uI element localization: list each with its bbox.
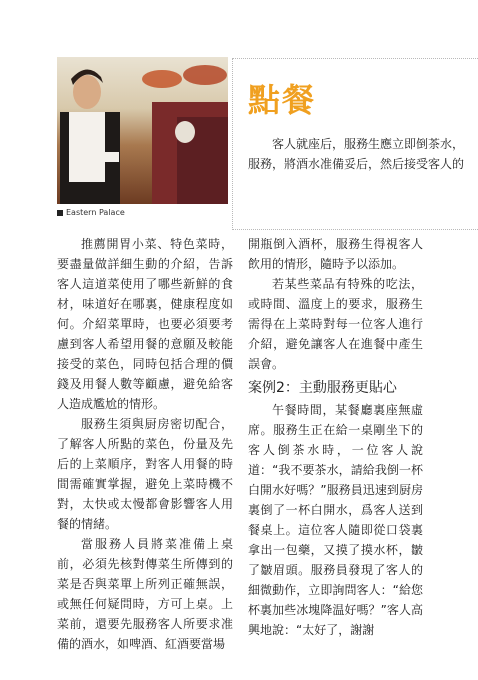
stained-glass-lamp-left: [142, 70, 182, 88]
waiter-face: [73, 75, 101, 109]
waiter-shirt: [69, 112, 105, 182]
page-title: 點餐: [248, 81, 317, 119]
case-heading: 案例2：主動服務更貼心: [248, 380, 397, 396]
dotted-frame-left: [232, 58, 233, 230]
left-paragraph-2: 服務生須與厨房密切配合，了解客人所點的菜色，份量及先后的上菜順序，對客人用餐的時間需確實掌握，避免上菜時機不對，太快或太慢都會影響客人用餐的情緒。: [57, 417, 233, 531]
left-column: [57, 234, 233, 654]
dotted-frame-top: [232, 58, 478, 59]
right-paragraph-3: 午餐時間，某餐廳裏座無虛席。服務生正在給一桌剛坐下的客人倒茶水時，一位客人說道：“我不要茶水，請給我倒一杯白開水好嗎？”服務員迅速到厨房裏倒了一杯白開水，爲客人送到餐桌上。這位客人隨即從口袋裏拿出一包藥，又摸了摸水杯，皺了皺眉頭。服務員發現了客人的細微動作，立即詢問客人：“給您杯裏加些冰塊降温好嗎？”客人高興地說：“太好了，謝謝: [248, 403, 423, 637]
intro-line-1: 客人就座后，服務生應立即倒茶水，: [272, 137, 465, 151]
intro-line-2: 服務，將酒水准備妥后，然后接受客人的: [248, 157, 465, 171]
right-column: [248, 234, 423, 640]
seated-guest: [175, 121, 195, 143]
right-paragraph-1: 開瓶倒入酒杯，服務生得視客人飲用的情形，隨時予以添加。: [248, 237, 423, 271]
left-paragraph-1: 推薦開胃小菜、特色菜時，要盡量做詳細生動的介紹，告訴客人這道菜使用了哪些新鮮的食材，味道好在哪裏，健康程度如何。介紹菜單時，也要必須要考慮到客人希望用餐的意願及較能接受的菜色，同時包括合理的價錢及用餐人數等顧慮，避免給客人造成尷尬的情形。: [57, 237, 233, 411]
intro-text: [248, 134, 478, 174]
waiter-illustration: [57, 57, 228, 204]
caption-bullet: [57, 210, 63, 216]
caption-text: Eastern Palace: [66, 208, 125, 217]
photo-caption: [57, 208, 125, 217]
order-pad: [105, 152, 119, 162]
right-paragraph-2: 若某些菜品有特殊的吃法，或時間、溫度上的要求，服務生需得在上菜時對每一位客人進行介紹，避免讓客人在進餐中產生誤會。: [248, 277, 423, 371]
left-paragraph-3: 當服務人員將菜准備上桌前，必須先核對傳菜生所傳到的菜是否與菜單上所列正確無誤，或無任何疑問時，方可上桌。上菜前，還要先服務客人所要求准備的酒水，如啤酒、紅酒要當場: [57, 537, 233, 651]
dotted-frame-bottom: [232, 229, 478, 230]
stained-glass-lamp-right: [183, 65, 227, 85]
restaurant-photo: [57, 57, 228, 204]
